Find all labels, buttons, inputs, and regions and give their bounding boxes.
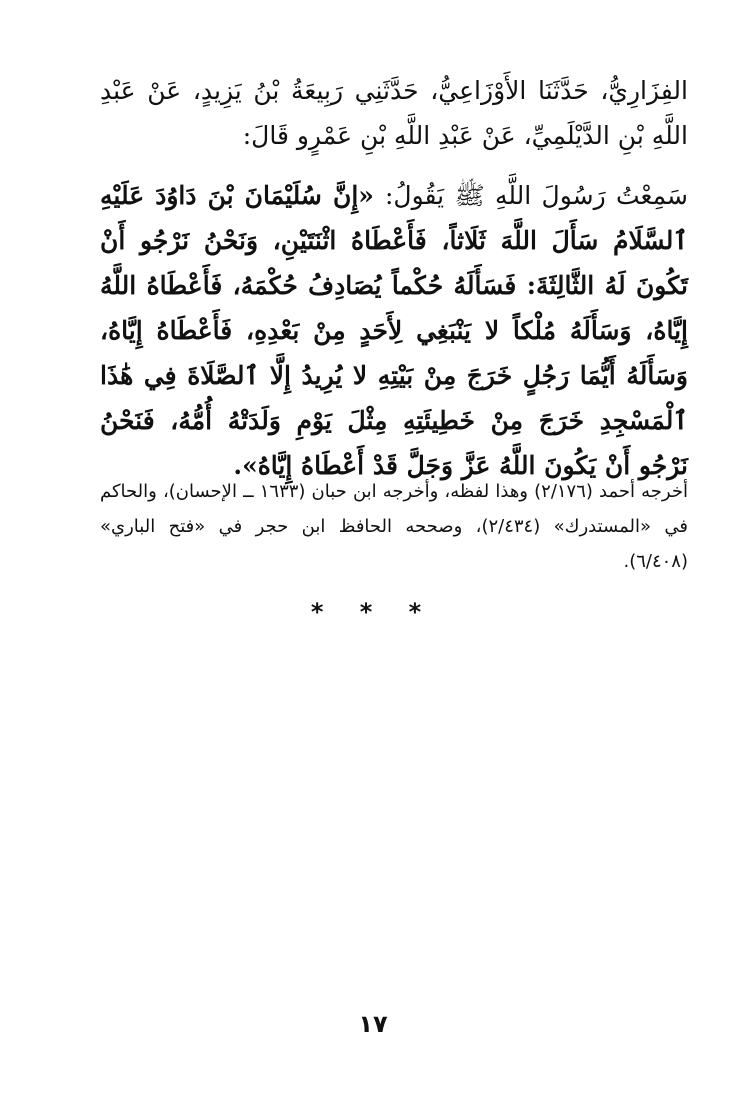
hadith-intro: سَمِعْتُ رَسُولَ اللَّهِ ﷺ يَقُولُ: — [385, 181, 688, 210]
page-number: ١٧ — [358, 1010, 388, 1038]
isnad-paragraph: الفِزَارِيُّ، حَدَّثَنَا الأَوْزَاعِيُّ، حَدَّثَنِي رَبِيعَةُ بْنُ يَزِيدٍ، عَنْ عَبْدِ اللَّهِ بْنِ الدَّيْلَمِيِّ، عَنْ عَبْدِ اللَّهِ بْنِ عَمْرٍو قَالَ: — [100, 76, 688, 150]
hadith-paragraph — [100, 173, 688, 488]
hadith-matn: «إِنَّ سُلَيْمَانَ بْنَ دَاوُدَ عَلَيْهِ ٱلسَّلَامُ سَأَلَ اللَّهَ ثَلَاثاً، فَأَعْطَاهُ اثْنَتَيْنِ، وَنَحْنُ نَرْجُو أَنْ تَكُونَ لَهُ الثَّالِثَةَ: فَسَأَلَهُ حُكْماً يُصَادِفُ حُكْمَهُ، فَأَعْطَاهُ اللَّهُ إِيَّاهُ، وَسَأَلَهُ مُلْكاً لا يَنْبَغِي لِأَحَدٍ مِنْ بَعْدِهِ، فَأَعْطَاهُ إِيَّاهُ، وَسَأَلَهُ أَيُّمَا رَجُلٍ خَرَجَ مِنْ بَيْتِهِ لا يُرِيدُ إِلَّا ٱلصَّلَاةَ فِي هَٰذَا ٱلْمَسْجِدِ خَرَجَ مِنْ خَطِيئَتِهِ مِثْلَ يَوْمِ وَلَدَتْهُ أُمُّهُ، فَنَحْنُ نَرْجُو أَنْ يَكُونَ اللَّهُ عَزَّ وَجَلَّ قَدْ أَعْطَاهُ إِيَّاهُ». — [100, 181, 688, 480]
footnote-paragraph: أخرجه أحمد (٢/١٧٦) وهذا لفظه، وأخرجه ابن حبان (١٦٣٣ ــ الإحسان)، والحاكم في «المستدرك» (٢/٤٣٤)، وصححه الحافظ ابن حجر في «فتح الباري» (٦/٤٠٨). — [100, 481, 688, 572]
section-separator: * * * — [310, 598, 436, 626]
